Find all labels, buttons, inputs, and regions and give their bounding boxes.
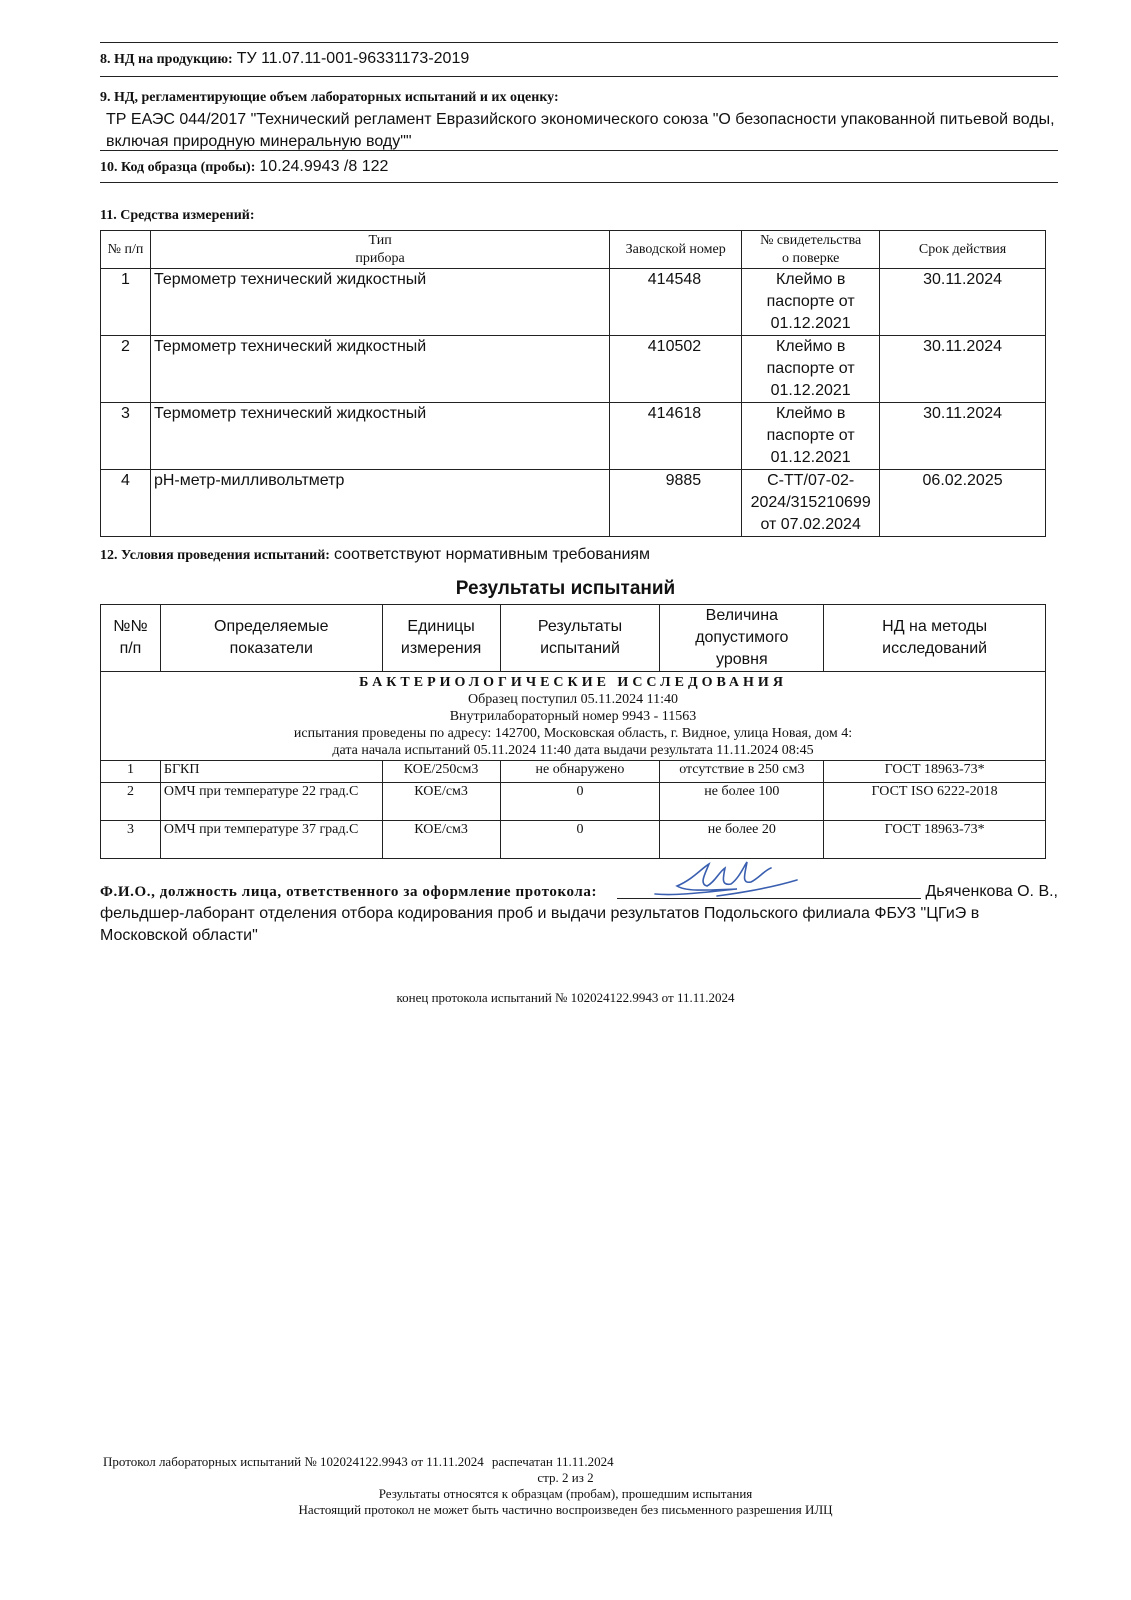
footer-page-number: стр. 2 из 2 <box>537 1470 594 1485</box>
col-header-type <box>150 231 609 269</box>
result-num: 2 <box>101 783 161 821</box>
table-row <box>101 403 1046 470</box>
col-header-units-line2: измерения <box>400 640 482 657</box>
instrument-cert-line2: паспорте от <box>766 293 855 310</box>
col-header-result <box>500 605 660 672</box>
instrument-cert-line1: Клеймо в <box>775 338 846 355</box>
instrument-cert-line3: 01.12.2021 <box>770 449 851 466</box>
col-header-cert-line2: о поверке <box>781 250 840 266</box>
col-header-cert <box>742 231 880 269</box>
results-banner <box>101 672 1046 761</box>
result-units: КОЕ/250см3 <box>382 761 500 783</box>
instrument-cert-line2: паспорте от <box>766 360 855 377</box>
instrument-expiry: 30.11.2024 <box>880 269 1046 336</box>
result-value: 0 <box>500 821 660 859</box>
instrument-cert-line3: 01.12.2021 <box>770 382 851 399</box>
col-header-expiry: Срок действия <box>880 231 1046 269</box>
section-10-label: 10. Код образца (пробы): <box>100 160 256 175</box>
col-header-indicator-line2: показатели <box>229 640 313 657</box>
result-method: ГОСТ 18963-73* <box>824 821 1046 859</box>
section-12-label: 12. Условия проведения испытаний: <box>100 548 330 563</box>
table-row <box>101 821 1046 859</box>
responsible-name: Дьяченкова О. В., <box>925 883 1058 900</box>
end-of-protocol-note: конец протокола испытаний № 102024122.9943 от 11.11.2024 <box>396 990 735 1005</box>
instruments-table <box>100 230 1046 537</box>
instrument-num: 4 <box>101 470 151 537</box>
footer-line4: Настоящий протокол не может быть частично воспроизведен без письменного разрешения ИЛЦ <box>298 1502 833 1517</box>
col-header-limit-line3: уровня <box>716 651 768 668</box>
section-8-label: 8. НД на продукцию: <box>100 52 233 67</box>
table-row <box>101 336 1046 403</box>
results-header-row <box>101 605 1046 672</box>
col-header-limit <box>660 605 824 672</box>
col-header-units-line1: Единицы <box>407 618 475 635</box>
instrument-cert <box>742 403 880 470</box>
col-header-method-line2: исследований <box>882 640 988 657</box>
section-9 <box>100 86 1058 153</box>
banner-line3: испытания проведены по адресу: 142700, Московская область, г. Видное, улица Новая, дом 4: <box>293 726 853 741</box>
result-indicator: БГКП <box>160 761 382 783</box>
rule-8 <box>100 76 1058 77</box>
result-value: 0 <box>500 783 660 821</box>
rule-9 <box>100 150 1058 151</box>
footer-line3: Результаты относятся к образцам (пробам), прошедшим испытания <box>378 1486 753 1501</box>
col-header-units <box>382 605 500 672</box>
result-units: КОЕ/см3 <box>382 821 500 859</box>
instrument-type: Термометр технический жидкостный <box>150 269 609 336</box>
result-value: не обнаружено <box>500 761 660 783</box>
instrument-type: pH-метр-милливольтметр <box>150 470 609 537</box>
responsible-position: фельдшер-лаборант отделения отбора кодирования проб и выдачи результатов Подольского филиала ФБУЗ "ЦГиЭ в Московской области" <box>100 905 980 944</box>
result-method: ГОСТ ISO 6222-2018 <box>824 783 1046 821</box>
section-10 <box>100 158 1058 176</box>
col-header-result-line2: испытаний <box>540 640 620 657</box>
col-header-num-line1: №№ <box>113 618 148 635</box>
banner-line2: Внутрилабораторный номер 9943 - 11563 <box>449 709 697 724</box>
page-footer <box>0 1454 1131 1518</box>
section-12-value: соответствуют нормативным требованиям <box>333 546 651 563</box>
rule-10 <box>100 182 1058 183</box>
instrument-cert <box>742 336 880 403</box>
instruments-header-row <box>101 231 1046 269</box>
result-indicator: ОМЧ при температуре 22 град.С <box>160 783 382 821</box>
instrument-cert-line1: С-ТТ/07-02- <box>767 472 855 489</box>
instrument-type: Термометр технический жидкостный <box>150 336 609 403</box>
result-indicator: ОМЧ при температуре 37 град.С <box>160 821 382 859</box>
instrument-cert-line3: 01.12.2021 <box>770 315 851 332</box>
result-limit: не более 20 <box>660 821 824 859</box>
top-rule <box>100 42 1058 43</box>
col-header-method <box>824 605 1046 672</box>
col-header-num-line2: п/п <box>119 640 142 657</box>
instrument-serial: 414548 <box>610 269 742 336</box>
table-row <box>101 761 1046 783</box>
col-header-limit-line2: допустимого <box>695 629 789 646</box>
responsible-line <box>100 880 1058 903</box>
col-header-cert-line1: № свидетельства <box>760 232 862 248</box>
col-header-type-line1: Тип <box>368 232 392 248</box>
responsible-label: Ф.И.О., должность лица, ответственного за оформление протокола: <box>100 884 598 900</box>
instrument-serial: 9885 <box>610 470 742 537</box>
results-title: Результаты испытаний <box>455 578 676 599</box>
table-row <box>101 783 1046 821</box>
col-header-num <box>101 605 161 672</box>
col-header-num: № п/п <box>101 231 151 269</box>
section-8-value: ТУ 11.07.11-001-96331173-2019 <box>236 50 470 67</box>
instrument-num: 3 <box>101 403 151 470</box>
results-banner-row <box>101 672 1046 761</box>
instrument-cert <box>742 470 880 537</box>
footer-protocol-ref: Протокол лабораторных испытаний № 102024122.9943 от 11.11.2024 <box>103 1454 484 1469</box>
signature-image <box>647 856 807 902</box>
col-header-serial: Заводской номер <box>610 231 742 269</box>
result-num: 1 <box>101 761 161 783</box>
responsible-block <box>100 880 1058 947</box>
banner-line4: дата начала испытаний 05.11.2024 11:40 дата выдачи результата 11.11.2024 08:45 <box>332 743 814 758</box>
banner-line1: Образец поступил 05.11.2024 11:40 <box>468 692 678 707</box>
instrument-num: 2 <box>101 336 151 403</box>
result-units: КОЕ/см3 <box>382 783 500 821</box>
instrument-type: Термометр технический жидкостный <box>150 403 609 470</box>
instrument-cert-line1: Клеймо в <box>775 405 846 422</box>
col-header-indicator-line1: Определяемые <box>214 618 329 635</box>
result-limit: отсутствие в 250 см3 <box>660 761 824 783</box>
instrument-cert-line2: 2024/315210699 <box>750 494 871 511</box>
instrument-cert-line2: паспорте от <box>766 427 855 444</box>
footer-printed: распечатан 11.11.2024 <box>491 1454 614 1469</box>
col-header-result-line1: Результаты <box>537 618 623 635</box>
col-header-type-line2: прибора <box>355 250 405 266</box>
table-row <box>101 470 1046 537</box>
instrument-expiry: 06.02.2025 <box>880 470 1046 537</box>
section-9-value: ТР ЕАЭС 044/2017 "Технический регламент Евразийского экономического союза "О безопасности упакованной питьевой воды, включая природную минеральную воду"" <box>106 111 1055 150</box>
table-row <box>101 269 1046 336</box>
result-num: 3 <box>101 821 161 859</box>
results-table <box>100 604 1046 859</box>
result-limit: не более 100 <box>660 783 824 821</box>
instrument-num: 1 <box>101 269 151 336</box>
instrument-cert-line1: Клеймо в <box>775 271 846 288</box>
result-method: ГОСТ 18963-73* <box>824 761 1046 783</box>
col-header-limit-line1: Величина <box>705 607 778 624</box>
instrument-cert <box>742 269 880 336</box>
banner-heading: БАКТЕРИОЛОГИЧЕСКИЕ ИССЛЕДОВАНИЯ <box>359 675 787 690</box>
instrument-serial: 410502 <box>610 336 742 403</box>
instrument-expiry: 30.11.2024 <box>880 403 1046 470</box>
col-header-indicator <box>160 605 382 672</box>
section-9-label: 9. НД, регламентирующие объем лабораторных испытаний и их оценку: <box>100 90 559 105</box>
instrument-serial: 414618 <box>610 403 742 470</box>
instrument-cert-line3: от 07.02.2024 <box>760 516 861 533</box>
section-8 <box>100 50 1058 68</box>
footer-line1 <box>0 1454 1131 1470</box>
col-header-method-line1: НД на методы <box>882 618 988 635</box>
section-11 <box>100 206 1058 224</box>
section-10-value: 10.24.9943 /8 122 <box>259 158 389 175</box>
section-12 <box>100 546 1058 564</box>
signature-line <box>617 880 921 899</box>
instrument-expiry: 30.11.2024 <box>880 336 1046 403</box>
section-11-label: 11. Средства измерений: <box>100 208 255 223</box>
